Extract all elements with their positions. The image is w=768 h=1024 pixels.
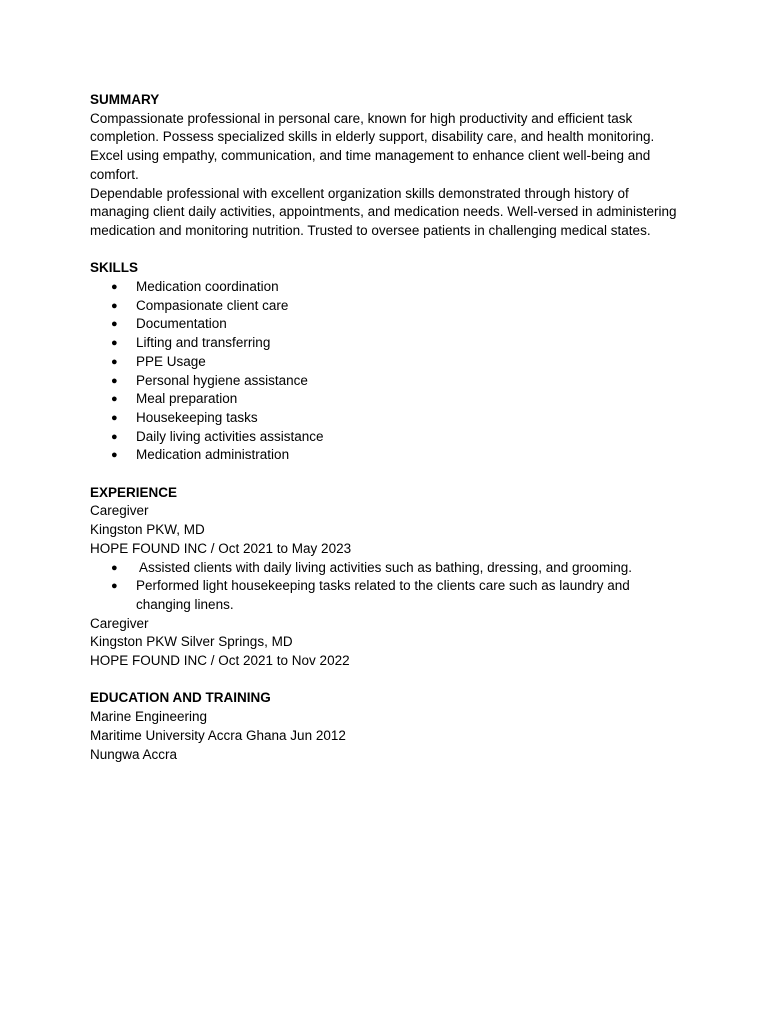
list-item [90,446,688,465]
skill-label: PPE Usage [136,353,206,369]
job-duties-list [90,559,688,615]
bullet-icon: ● [111,561,118,574]
summary-heading: SUMMARY [90,92,160,107]
summary-paragraph: Dependable professional with excellent organization skills demonstrated through history of managing client daily activities, appointments, and medication needs. Well-versed in administering medication and monitoring nutrition. Trusted to oversee patients in challenging medical states. [90,185,677,238]
education-degree: Marine Engineering [90,709,208,725]
list-item [90,353,688,372]
job-location: Kingston PKW, MD [90,522,205,538]
bullet-icon: ● [111,281,118,294]
list-item [90,559,688,578]
experience-section [90,484,688,671]
skill-label: Personal hygiene assistance [136,372,308,388]
summary-paragraph: Compassionate professional in personal care, known for high productivity and efficient task completion. Possess specialized skills in elderly support, disability care, and health monitoring. Excel using empathy, communication, and time management to enhance client well-being and comfort. [90,110,655,182]
bullet-icon: ● [111,580,118,593]
list-item [90,372,688,391]
list-item [90,428,688,447]
duty-text: Assisted clients with daily living activities such as bathing, dressing, and grooming. [136,559,632,575]
section-spacer [90,671,688,690]
job-employer-dates: HOPE FOUND INC / Oct 2021 to May 2023 [90,540,352,556]
bullet-icon: ● [111,374,118,387]
skill-label: Compasionate client care [136,297,289,313]
duty-text: Performed light housekeeping tasks related to the clients care such as laundry and changing linens. [136,578,630,612]
job-title: Caregiver [90,615,149,631]
skill-label: Housekeeping tasks [136,409,258,425]
job-entry [90,615,688,671]
summary-section [90,91,688,241]
skill-label: Daily living activities assistance [136,428,324,444]
bullet-icon: ● [111,449,118,462]
list-item [90,390,688,409]
skill-label: Medication coordination [136,279,279,295]
section-spacer [90,465,688,484]
skill-label: Medication administration [136,447,290,463]
skills-section [90,259,688,465]
list-item [90,409,688,428]
list-item [90,334,688,353]
experience-heading: EXPERIENCE [90,484,178,500]
list-item [90,278,688,297]
skill-label: Documentation [136,316,227,332]
job-location: Kingston PKW Silver Springs, MD [90,634,293,650]
skills-heading: SKILLS [90,260,139,276]
job-employer-dates: HOPE FOUND INC / Oct 2021 to Nov 2022 [90,653,350,669]
list-item [90,577,688,614]
education-institution: Maritime University Accra Ghana Jun 2012 [90,727,346,743]
section-spacer [90,241,688,260]
education-location: Nungwa Accra [90,746,178,762]
list-item [90,297,688,316]
bullet-icon: ● [111,355,118,368]
job-entry [90,502,688,614]
education-section [90,689,688,764]
bullet-icon: ● [111,299,118,312]
list-item [90,315,688,334]
bullet-icon: ● [111,337,118,350]
education-heading: EDUCATION AND TRAINING [90,690,271,706]
bullet-icon: ● [111,318,118,331]
bullet-icon: ● [111,430,118,443]
bullet-icon: ● [111,411,118,424]
skill-label: Lifting and transferring [136,335,271,351]
skill-label: Meal preparation [136,391,238,407]
skills-list [90,278,688,465]
bullet-icon: ● [111,393,118,406]
job-title: Caregiver [90,503,149,519]
